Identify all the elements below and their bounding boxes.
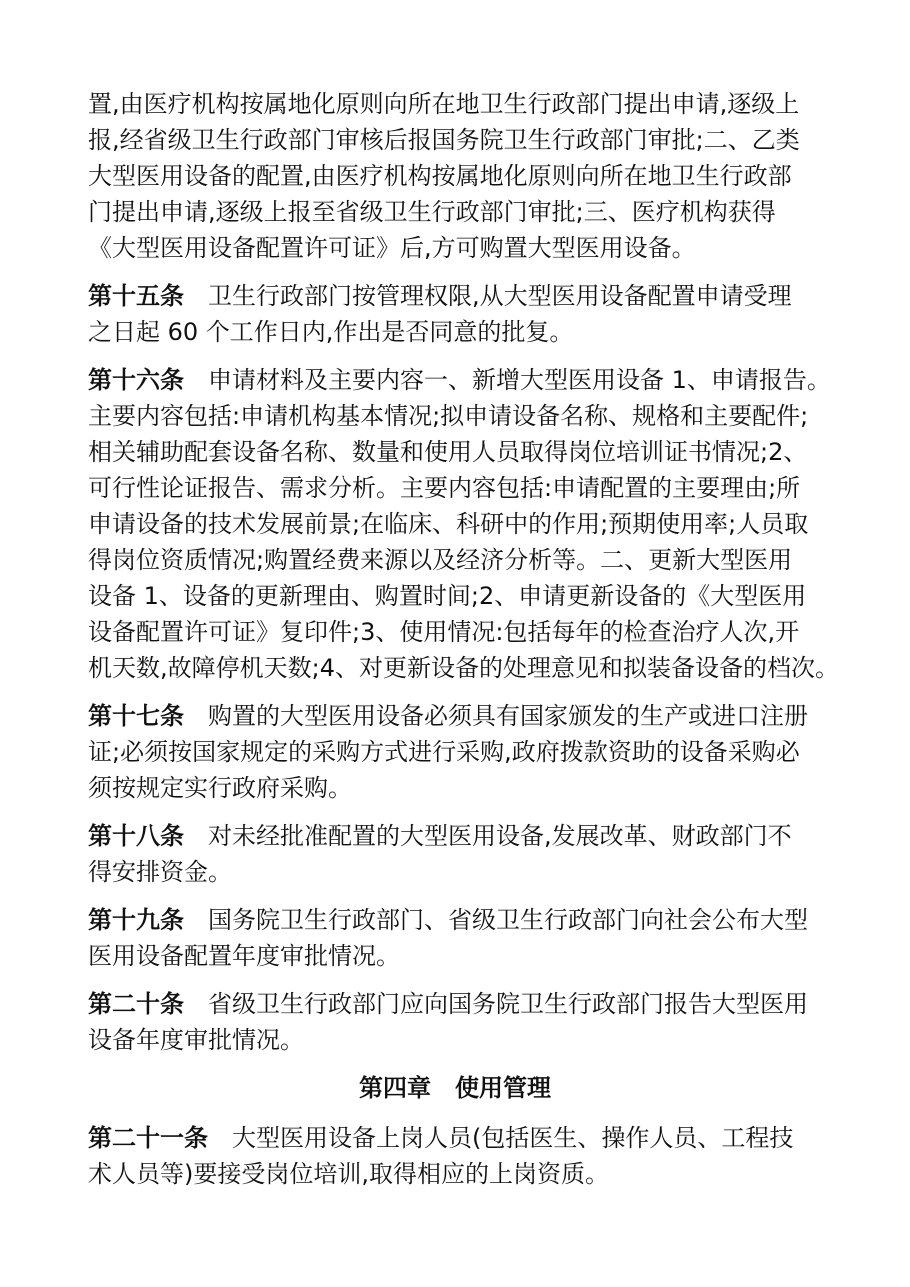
article-heading: 第二十一条	[88, 1124, 208, 1152]
article-heading: 第十七条	[88, 702, 184, 730]
text-line: 置,由医疗机构按属地化原则向所在地卫生行政部门提出申请,逐级上	[88, 90, 800, 118]
text-line: 医用设备配置年度审批情况。	[88, 942, 400, 970]
text-line: 设备 1、设备的更新理由、购置时间;2、申请更新设备的《大型医用	[88, 582, 807, 610]
article-15	[88, 278, 848, 350]
article-text: 国务院卫生行政部门、省级卫生行政部门向社会公布大型	[208, 906, 808, 934]
text-line	[88, 818, 848, 854]
article-16	[88, 362, 848, 686]
article-heading: 第十八条	[88, 822, 184, 850]
text-line	[88, 1120, 848, 1156]
article-text: 购置的大型医用设备必须具有国家颁发的生产或进口注册	[208, 702, 808, 730]
text-line	[88, 362, 848, 398]
text-line: 证;必须按国家规定的采购方式进行采购,政府拨款资助的设备采购必	[88, 738, 800, 766]
document-body	[88, 86, 848, 1204]
article-heading: 第十六条	[88, 366, 184, 394]
text-line	[88, 902, 848, 938]
text-line	[88, 698, 848, 734]
text-line: 报,经省级卫生行政部门审核后报国务院卫生行政部门审批;二、乙类	[88, 126, 800, 154]
article-text: 省级卫生行政部门应向国务院卫生行政部门报告大型医用	[208, 990, 808, 1018]
article-heading: 第二十条	[88, 990, 184, 1018]
text-line: 《大型医用设备配置许可证》后,方可购置大型医用设备。	[88, 234, 696, 262]
text-line: 相关辅助配套设备名称、数量和使用人员取得岗位培训证书情况;2、	[88, 438, 808, 466]
article-heading: 第十九条	[88, 906, 184, 934]
article-19	[88, 902, 848, 974]
text-line: 大型医用设备的配置,由医疗机构按属地化原则向所在地卫生行政部	[88, 162, 792, 190]
text-line: 术人员等)要接受岗位培训,取得相应的上岗资质。	[88, 1160, 609, 1188]
text-line: 设备配置许可证》复印件;3、使用情况:包括每年的检查治疗人次,开	[88, 618, 800, 646]
text-line: 机天数,故障停机天数;4、对更新设备的处理意见和拟装备设备的档次。	[88, 654, 839, 682]
text-line: 之日起 60 个工作日内,作出是否同意的批复。	[88, 318, 574, 346]
article-18	[88, 818, 848, 890]
text-line	[88, 278, 848, 314]
text-line: 申请设备的技术发展前景;在临床、科研中的作用;预期使用率;人员取	[88, 510, 809, 538]
article-text: 大型医用设备上岗人员(包括医生、操作人员、工程技	[232, 1124, 794, 1152]
article-text: 卫生行政部门按管理权限,从大型医用设备配置申请受理	[208, 282, 792, 310]
article-text: 申请材料及主要内容一、新增大型医用设备 1、申请报告。	[208, 366, 831, 394]
text-line: 得安排资金。	[88, 858, 232, 886]
article-17	[88, 698, 848, 806]
paragraph-continuation	[88, 86, 848, 266]
text-line: 设备年度审批情况。	[88, 1026, 304, 1054]
article-heading: 第十五条	[88, 282, 184, 310]
text-line: 须按规定实行政府采购。	[88, 774, 352, 802]
text-line: 可行性论证报告、需求分析。主要内容包括:申请配置的主要理由;所	[88, 474, 801, 502]
article-text: 对未经批准配置的大型医用设备,发展改革、财政部门不	[208, 822, 792, 850]
article-21	[88, 1120, 848, 1192]
text-line	[88, 986, 848, 1022]
chapter-heading: 第四章 使用管理	[359, 1074, 551, 1102]
text-line: 得岗位资质情况;购置经费来源以及经济分析等。二、更新大型医用	[88, 546, 793, 574]
text-line: 主要内容包括:申请机构基本情况;拟申请设备名称、规格和主要配件;	[88, 402, 809, 430]
article-20	[88, 986, 848, 1058]
text-line: 门提出申请,逐级上报至省级卫生行政部门审批;三、医疗机构获得	[88, 198, 776, 226]
